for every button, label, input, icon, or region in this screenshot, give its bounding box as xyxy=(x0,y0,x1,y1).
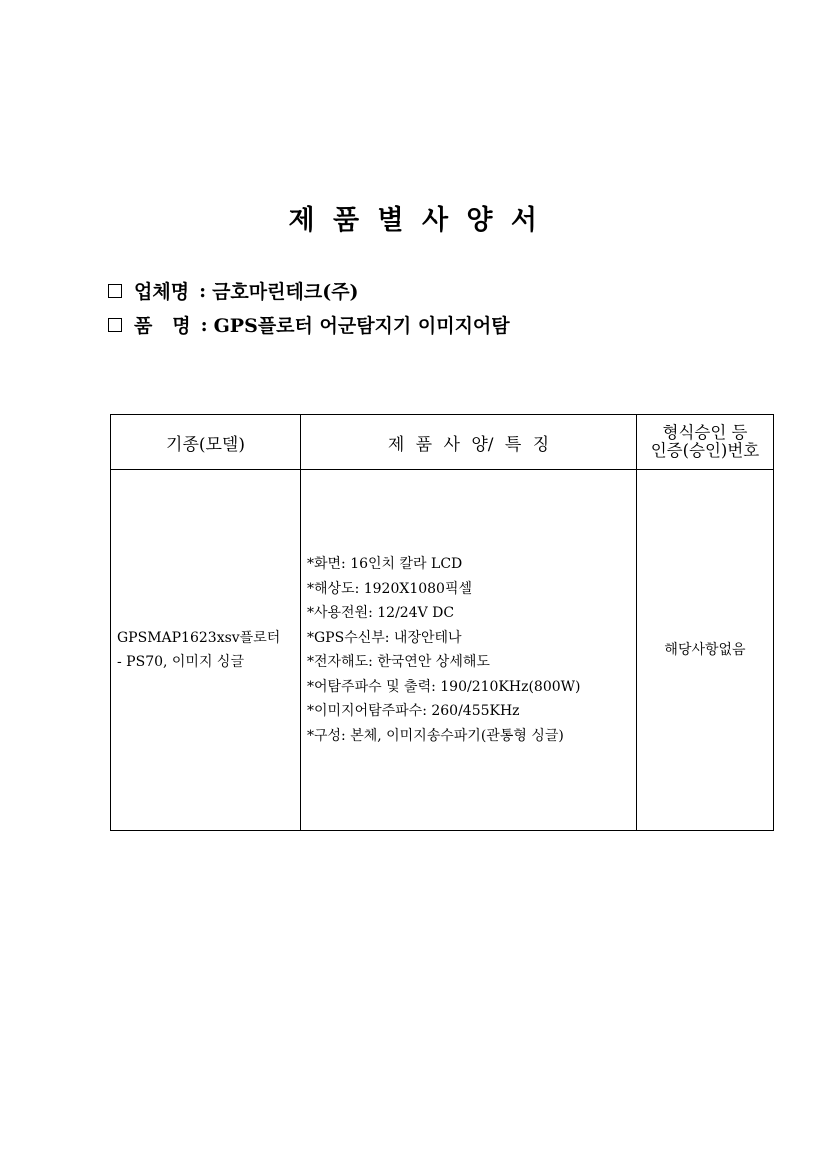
spec-item: *구성: 본체, 이미지송수파기(관통형 싱글) xyxy=(307,727,564,744)
header-approval xyxy=(637,415,774,470)
approval-cell: 해당사항없음 xyxy=(637,470,774,831)
model-cell xyxy=(111,470,301,831)
header-approval-line1: 형식승인 등 xyxy=(662,422,748,442)
company-name: 금호마린테크(주) xyxy=(212,281,359,303)
table-header-row xyxy=(111,415,774,470)
model-line: - PS70, 이미지 싱글 xyxy=(117,654,244,670)
product-line xyxy=(108,311,510,338)
spec-item: *이미지어탐주파수: 260/455KHz xyxy=(307,703,520,719)
product-name: GPS플로터 어군탐지기 이미지어탐 xyxy=(213,315,510,337)
checkbox-icon xyxy=(108,284,122,298)
document-title: 제 품 별 사 양 서 xyxy=(288,205,538,236)
header-model: 기종(모델) xyxy=(111,415,301,470)
spec-item: *어탐주파수 및 출력: 190/210KHz(800W) xyxy=(307,678,581,695)
company-label: 업체명 xyxy=(134,281,190,303)
spec-table xyxy=(110,414,774,831)
spec-item: *전자해도: 한국연안 상세해도 xyxy=(307,654,490,670)
spec-list xyxy=(307,552,636,748)
checkbox-icon xyxy=(108,318,122,332)
table-row xyxy=(111,470,774,831)
model-line: GPSMAP1623xsv플로터 xyxy=(117,629,281,646)
company-line xyxy=(108,277,359,304)
separator: : xyxy=(199,279,207,302)
separator: : xyxy=(200,313,208,336)
header-approval-line2: 인증(승인)번호 xyxy=(650,441,760,460)
spec-item: *GPS수신부: 내장안테나 xyxy=(307,629,462,646)
specs-cell xyxy=(301,470,637,831)
spec-item: *사용전원: 12/24V DC xyxy=(307,605,455,621)
spec-item: *해상도: 1920X1080픽셀 xyxy=(307,580,473,597)
header-specs: 제 품 사 양/ 특 징 xyxy=(301,415,637,470)
product-label: 품 명 xyxy=(134,315,191,337)
spec-item: *화면: 16인치 칼라 LCD xyxy=(307,556,463,572)
